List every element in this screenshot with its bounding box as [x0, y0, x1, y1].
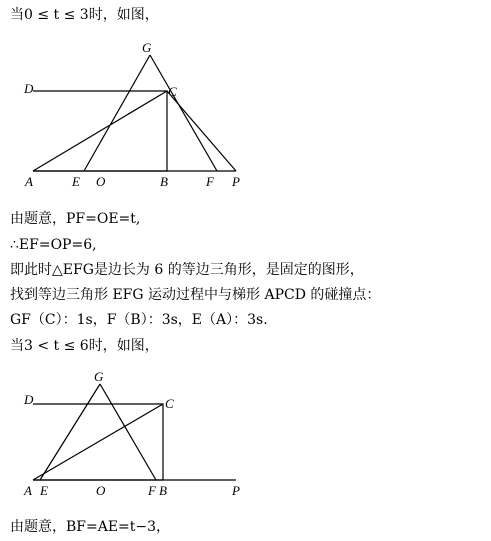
label-b: B: [160, 174, 168, 189]
label-f: F: [148, 483, 156, 498]
label-c: C: [168, 84, 177, 99]
figure-2: [0, 368, 260, 503]
label-o: O: [96, 174, 106, 189]
label-o: O: [96, 483, 106, 498]
text-line-7: 当3 < t ≤ 6时，如图，: [10, 338, 159, 354]
label-p: P: [232, 174, 240, 189]
diagonal-ac: [33, 404, 163, 480]
label-d: D: [24, 392, 34, 407]
text-line-2: 由题意，PF=OE=t,: [10, 211, 141, 227]
label-a: A: [24, 483, 32, 498]
label-e: E: [40, 483, 48, 498]
diagonal-ac: [33, 91, 167, 171]
text-line-4: 即此时△EFG是边长为 6 的等边三角形，是固定的图形，: [10, 262, 364, 278]
label-p: P: [232, 483, 240, 498]
text-line-8: 由题意，BF=AE=t−3，: [10, 519, 171, 535]
label-c: C: [165, 396, 174, 411]
label-d: D: [24, 81, 34, 96]
edge-eg: [84, 55, 150, 171]
segment-cp: [167, 91, 236, 171]
label-f: F: [206, 174, 214, 189]
figure-1: [0, 38, 260, 193]
label-g: G: [94, 369, 104, 384]
label-g: G: [142, 40, 152, 55]
text-line-6: GF（C）：1s，F（B）：3s，E（A）：3s.: [10, 312, 268, 328]
label-b: B: [159, 483, 167, 498]
text-line-1: 当0 ≤ t ≤ 3时，如图，: [10, 7, 159, 23]
label-a: A: [25, 174, 33, 189]
text-line-5: 找到等边三角形 EFG 运动过程中与梯形 APCD 的碰撞点：: [10, 287, 381, 303]
edge-gf: [100, 384, 156, 480]
label-e: E: [72, 174, 80, 189]
text-line-3: ∴EF=OP=6,: [10, 237, 97, 253]
edge-gf: [150, 55, 217, 171]
edge-eg: [40, 384, 100, 480]
